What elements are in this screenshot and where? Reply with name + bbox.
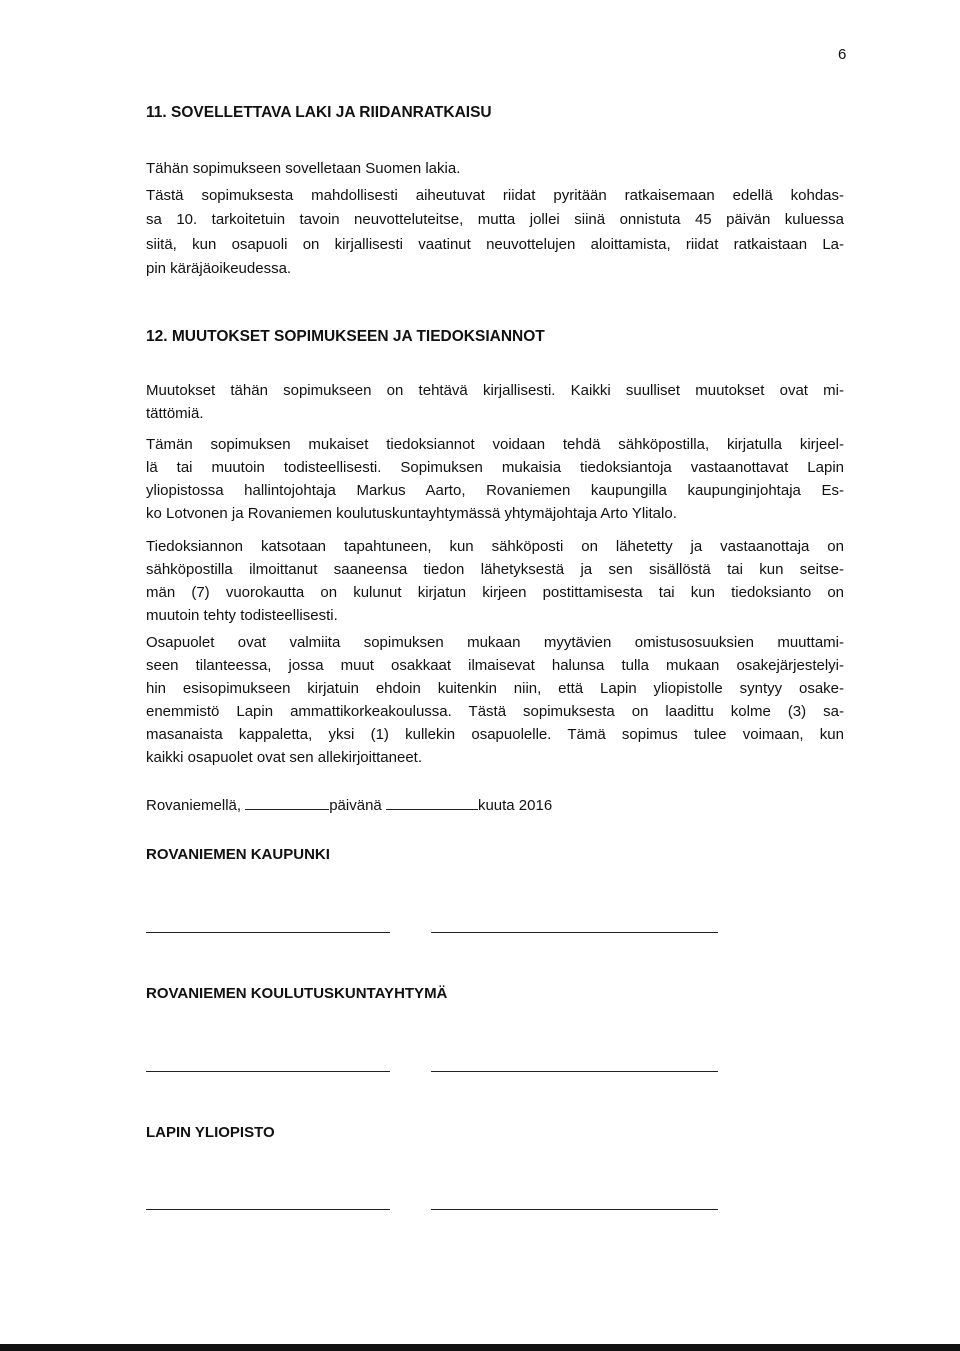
- section-12-paragraph-4-line: enemmistö Lapin ammattikorkeakoulussa. Tästä sopimuksesta on laadittu kolme (3) sa-: [146, 703, 844, 720]
- month-blank: [386, 795, 478, 810]
- party-rovaniemen-koulutuskuntayhtyma: ROVANIEMEN KOULUTUSKUNTAYHTYMÄ: [146, 985, 448, 1002]
- section-12-paragraph-4-line: hin esisopimukseen kirjatuin ehdoin kuitenkin niin, että Lapin yliopistolle syntyy osake-: [146, 680, 844, 697]
- section-12-paragraph-1-line: tättömiä.: [146, 405, 204, 422]
- signature-line: [146, 932, 390, 933]
- party-lapin-yliopisto: LAPIN YLIOPISTO: [146, 1124, 275, 1141]
- section-11-paragraph-2-line: Tästä sopimuksesta mahdollisesti aiheutuvat riidat pyritään ratkaisemaan edellä kohdas-: [146, 187, 844, 204]
- section-12-paragraph-2-line: Tämän sopimuksen mukaiset tiedoksiannot voidaan tehdä sähköpostilla, kirjatulla kirjeel-: [146, 436, 844, 453]
- signing-place: Rovaniemellä,: [146, 797, 242, 814]
- section-12-paragraph-2-line: ko Lotvonen ja Rovaniemen koulutuskuntayhtymässä yhtymäjohtaja Arto Ylitalo.: [146, 505, 677, 522]
- section-12-paragraph-1-line: Muutokset tähän sopimukseen on tehtävä kirjallisesti. Kaikki suulliset muutokset ovat mi-: [146, 382, 844, 399]
- signature-line: [146, 1209, 390, 1210]
- section-11-paragraph-2-line: sa 10. tarkoitetuin tavoin neuvotteluteitse, mutta jollei siinä onnistuta 45 päivän kuluessa: [146, 211, 844, 228]
- signature-line: [431, 1209, 718, 1210]
- page-number: 6: [838, 46, 847, 63]
- section-12-paragraph-3-line: Tiedoksiannon katsotaan tapahtuneen, kun sähköposti on lähetetty ja vastaanottaja on: [146, 538, 844, 555]
- section-11-heading: 11. SOVELLETTAVA LAKI JA RIIDANRATKAISU: [146, 104, 492, 121]
- section-12-paragraph-3-line: muutoin tehty todisteellisesti.: [146, 607, 338, 624]
- month-year: kuuta 2016: [477, 797, 553, 814]
- section-12-paragraph-4-line: seen tilanteessa, jossa muut osakkaat ilmaisevat halunsa tulla mukaan osakejärjestelyi-: [146, 657, 844, 674]
- day-blank: [245, 795, 329, 810]
- section-12-paragraph-4-line: kaikki osapuolet ovat sen allekirjoittaneet.: [146, 749, 422, 766]
- section-11-paragraph-1: Tähän sopimukseen sovelletaan Suomen lakia.: [146, 160, 461, 177]
- day-label: päivänä: [329, 797, 382, 814]
- section-12-paragraph-4-line: Osapuolet ovat valmiita sopimuksen mukaan myytävien omistusosuuksien muuttami-: [146, 634, 844, 651]
- section-11-paragraph-2-line: pin käräjäoikeudessa.: [146, 260, 292, 277]
- signature-line: [431, 1071, 718, 1072]
- signature-line: [146, 1071, 390, 1072]
- section-12-paragraph-3-line: sähköpostilla ilmoittanut saaneensa tiedon lähetyksestä ja sen sisällöstä tai kun seitse-: [146, 561, 844, 578]
- scan-bottom-edge: [0, 1344, 960, 1351]
- section-12-paragraph-3-line: män (7) vuorokautta on kulunut kirjatun kirjeen postittamisesta tai kun tiedoksianto on: [146, 584, 844, 601]
- party-rovaniemen-kaupunki: ROVANIEMEN KAUPUNKI: [146, 846, 330, 863]
- section-12-heading: 12. MUUTOKSET SOPIMUKSEEN JA TIEDOKSIANNOT: [146, 328, 545, 345]
- signing-place-date: [146, 795, 552, 815]
- section-12-paragraph-4-line: masanaista kappaletta, yksi (1) kullekin osapuolelle. Tämä sopimus tulee voimaan, kun: [146, 726, 844, 743]
- section-11-paragraph-2-line: siitä, kun osapuoli on kirjallisesti vaatinut neuvottelujen aloittamista, riidat ratkaistaan La-: [146, 236, 844, 253]
- section-12-paragraph-2-line: lä tai muutoin todisteellisesti. Sopimuksen mukaisia tiedoksiantoja vastaanottavat Lapin: [146, 459, 844, 476]
- signature-line: [431, 932, 718, 933]
- section-12-paragraph-2-line: yliopistossa hallintojohtaja Markus Aarto, Rovaniemen kaupungilla kaupunginjohtaja Es-: [146, 482, 844, 499]
